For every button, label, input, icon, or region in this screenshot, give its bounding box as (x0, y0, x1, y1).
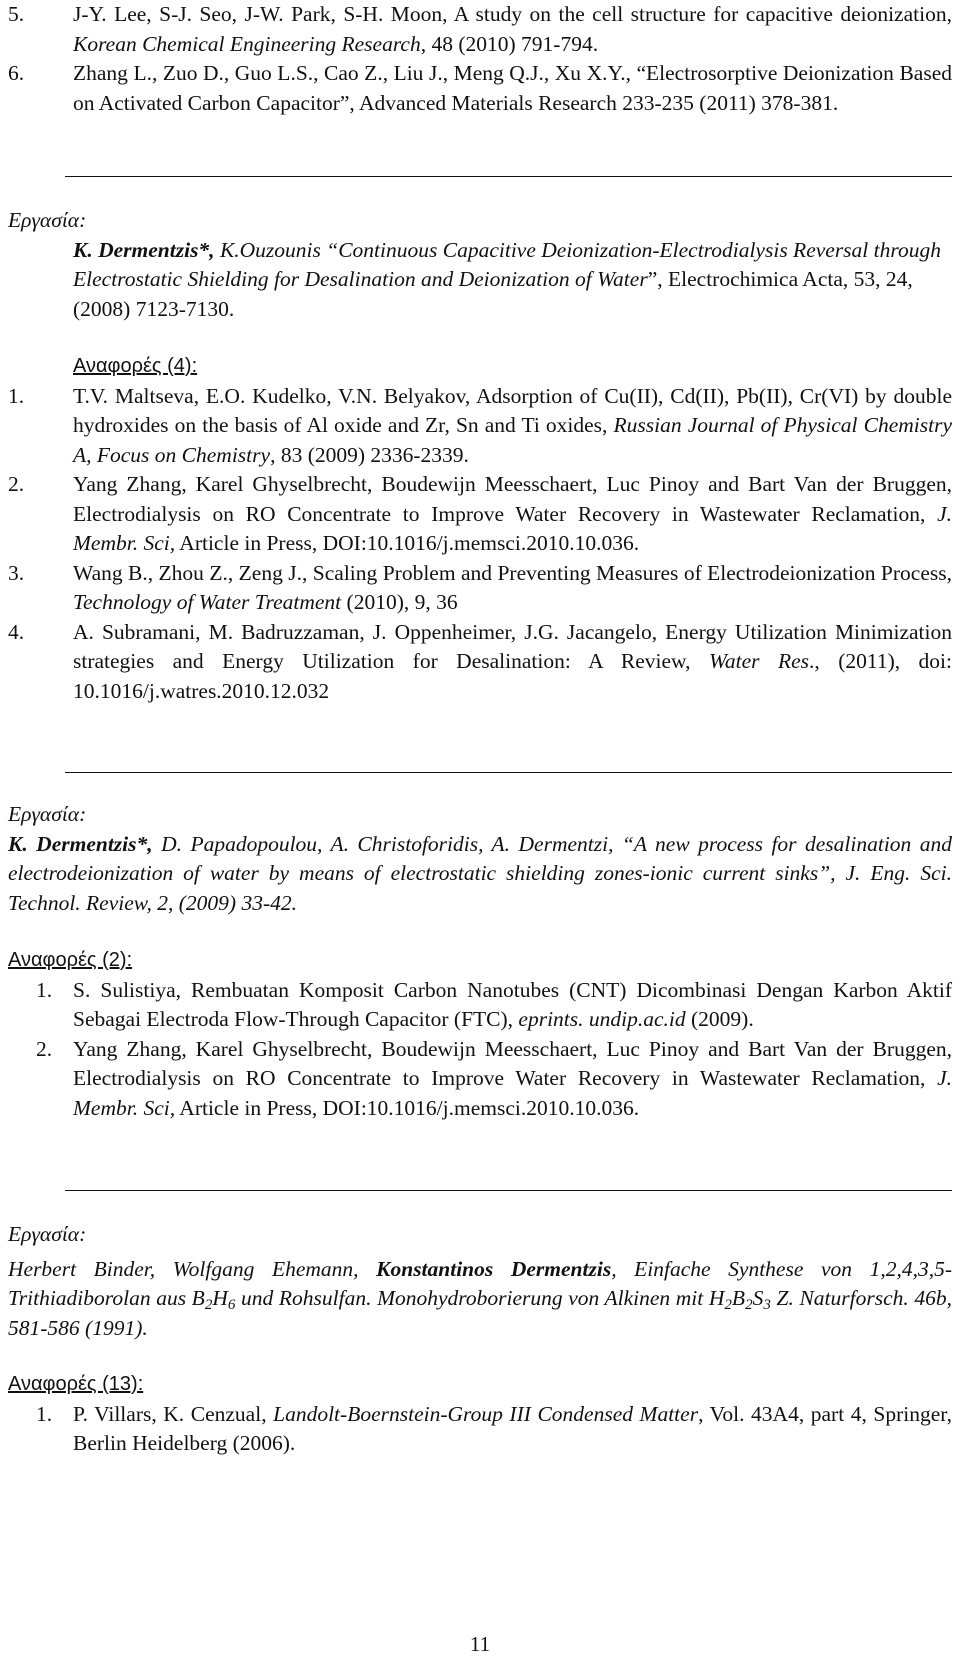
author-highlight: K. Dermentzis*, (8, 831, 153, 856)
publication-block-3 (8, 1220, 952, 1459)
list-item: 1. P. Villars, K. Cenzual, Landolt-Boernstein-Group III Condensed Matter, Vol. 43A4, part 4, Springer, Berlin Heidelberg (2006). (36, 1401, 952, 1455)
top-reference-list (8, 0, 952, 118)
publication-title: K.Ouzounis “Continuous Capacitive Deionization-Electrodialysis Reversal through Electrostatic Shielding for Desalination and Deionization of Water (73, 237, 941, 291)
list-item: 1. S. Sulistiya, Rembuatan Komposit Carbon Nanotubes (CNT) Dicombinasi Dengan Karbon Aktif Sebagai Electroda Flow-Through Capacitor (FTC), eprints. undip.ac.id (2009). (36, 977, 952, 1031)
list-item (8, 0, 952, 59)
publication-citation: K. Dermentzis*, D. Papadopoulou, A. Christoforidis, A. Dermentzi, “A new process for desalination and electrodeionization of water by means of electrostatic shielding zones-ionic current sinks”, J. Eng. Sci. Technol. Review, 2, (2009) 33-42. (8, 831, 953, 915)
list-item (8, 59, 952, 118)
author-highlight: Konstantinos Dermentzis (376, 1256, 612, 1281)
journal-name: Korean Chemical Engineering Research (73, 31, 421, 56)
item-text: J-Y. Lee, S-J. Seo, J-W. Park, S-H. Moon, A study on the cell structure for capacitive deionization, Korean Chemical Engineering Research, 48 (2010) 791-794. (73, 2, 952, 56)
section-divider (65, 772, 952, 773)
item-text: Zhang L., Zuo D., Guo L.S., Cao Z., Liu J., Meng Q.J., Xu X.Y., “Electrosorptive Deionization Based on Activated Carbon Capacitor”, Advanced Materials Research 233-235 (2011) 378-381. (73, 61, 952, 115)
publication-citation: Herbert Binder, Wolfgang Ehemann, Konstantinos Dermentzis, Einfache Synthese von 1,2,4,3,5- Trithiadiborolan aus $B_2H_6$ und Rohsulfan. Monohydroborierung von Alkinen mit $H_2B_2S_3$ Z. Naturforsch. 46b, 581-586 (1991). (8, 1256, 952, 1340)
work-heading: Εργασία: (8, 208, 87, 232)
item-number: 5. (8, 2, 25, 26)
list-item: 2. Yang Zhang, Karel Ghyselbrecht, Boudewijn Meesschaert, Luc Pinoy and Bart Van der Bruggen, Electrodialysis on RO Concentrate to Improve Water Recovery in Wastewater Reclamation, J. Membr. Sci, Article in Press, DOI:10.1016/j.memsci.2010.10.036. (8, 472, 952, 555)
section-divider (65, 176, 952, 177)
list-item: 4. A. Subramani, M. Badruzzaman, J. Oppenheimer, J.G. Jacangelo, Energy Utilization Minimization strategies and Energy Utilization for Desalination: A Review, Water Res., (2011), doi: 10.1016/j.watres.2010.12.032 (8, 619, 952, 703)
item-number: 6. (8, 61, 25, 85)
citations-heading: Αναφορές (4): (73, 355, 198, 377)
author-highlight: K. Dermentzis*, (73, 237, 215, 262)
work-heading: Εργασία: (8, 1222, 87, 1246)
list-item: 3. Wang B., Zhou Z., Zeng J., Scaling Problem and Preventing Measures of Electrodeionization Process, Technology of Water Treatment (2010), 9, 36 (8, 560, 952, 614)
citations-heading: Αναφορές (2): (8, 949, 133, 971)
section-divider (65, 1190, 952, 1191)
publication-citation: K. Dermentzis*, K.Ouzounis “Continuous Capacitive Deionization-Electrodialysis Reversal through Electrostatic Shielding for Desalination and Deionization of Water”, Electrochimica Acta, 53, 24, (2008) 7123-7130. (73, 237, 941, 321)
list-item: 2. Yang Zhang, Karel Ghyselbrecht, Boudewijn Meesschaert, Luc Pinoy and Bart Van der Bruggen, Electrodialysis on RO Concentrate to Improve Water Recovery in Wastewater Reclamation, J. Membr. Sci, Article in Press, DOI:10.1016/j.memsci.2010.10.036. (36, 1036, 952, 1120)
publication-block-1 (8, 206, 952, 706)
list-item: 1. T.V. Maltseva, E.O. Kudelko, V.N. Belyakov, Adsorption of Cu(II), Cd(II), Pb(II), Cr(VI) by double hydroxides on the basis of Al oxide and Zr, Sn and Ti oxides, Russian Journal of Physical Chemistry A, Focus on Chemistry, 83 (2009) 2336-2339. (8, 383, 952, 467)
work-heading: Εργασία: (8, 802, 87, 826)
citations-heading: Αναφορές (13): (8, 1373, 144, 1395)
publication-block-2 (8, 800, 952, 1123)
page-number: 11 (469, 1632, 491, 1656)
